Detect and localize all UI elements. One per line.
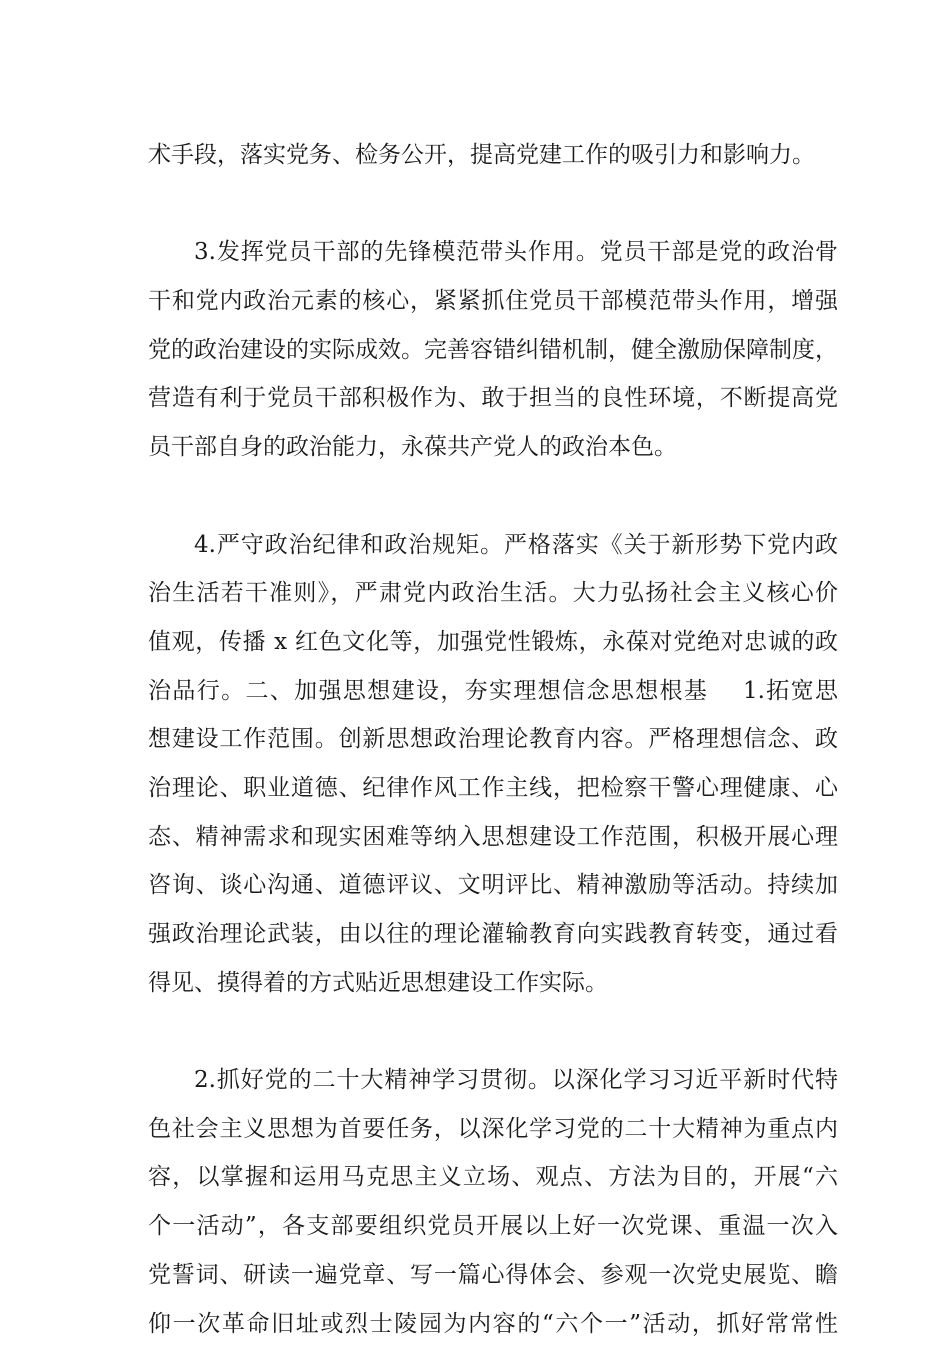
text-line: 态、精神需求和现实困难等纳入思想建设工作范围，积极开展心理: [148, 813, 838, 862]
text-line: 仰一次革命旧址或烈士陵园为内容的“六个一”活动，抓好常常性: [148, 1300, 838, 1348]
text-line: 党誓词、研读一遍党章、写一篇心得体会、参观一次党史展览、瞻: [148, 1251, 838, 1300]
text-line: 术手段，落实党务、检务公开，提高党建工作的吸引力和影响力。: [148, 131, 838, 180]
text-line: 营造有利于党员干部积极作为、敢于担当的良性环境，不断提高党: [148, 374, 838, 423]
text-line: 容，以掌握和运用马克思主义立场、观点、方法为目的，开展“六: [148, 1153, 838, 1202]
text-line: 3.发挥党员干部的先锋模范带头作用。党员干部是党的政治骨: [148, 228, 838, 277]
text-line: 色社会主义思想为首要任务，以深化学习党的二十大精神为重点内: [148, 1105, 838, 1154]
text-line: 治理论、职业道德、纪律作风工作主线，把检察干警心理健康、心: [148, 764, 838, 813]
text-line: 值观，传播 x 红色文化等，加强党性锻炼，永葆对党绝对忠诚的政: [148, 618, 838, 667]
text-line: 4.严守政治纪律和政治规矩。严格落实《关于新形势下党内政: [148, 521, 838, 570]
document-body: [148, 131, 838, 1348]
text-line: 个一活动”，各支部要组织党员开展以上好一次党课、重温一次入: [148, 1202, 838, 1251]
paragraph-gap: [148, 1007, 838, 1056]
text-line: 员干部自身的政治能力，永葆共产党人的政治本色。: [148, 423, 838, 472]
text-line: 想建设工作范围。创新思想政治理论教育内容。严格理想信念、政: [148, 715, 838, 764]
paragraph-gap: [148, 180, 838, 229]
paragraph-gap: [148, 472, 838, 521]
text-line: 得见、摸得着的方式贴近思想建设工作实际。: [148, 959, 838, 1008]
text-line: 强政治理论武装，由以往的理论灌输教育向实践教育转变，通过看: [148, 910, 838, 959]
text-line: 治品行。二、加强思想建设，夯实理想信念思想根基 1.拓宽思: [148, 667, 838, 716]
text-line: 咨询、谈心沟通、道德评议、文明评比、精神激励等活动。持续加: [148, 861, 838, 910]
text-line: 干和党内政治元素的核心，紧紧抓住党员干部模范带头作用，增强: [148, 277, 838, 326]
text-line: 治生活若干准则》，严肃党内政治生活。大力弘扬社会主义核心价: [148, 569, 838, 618]
text-line: 2.抓好党的二十大精神学习贯彻。以深化学习习近平新时代特: [148, 1056, 838, 1105]
text-line: 党的政治建设的实际成效。完善容错纠错机制，健全激励保障制度，: [148, 326, 838, 375]
